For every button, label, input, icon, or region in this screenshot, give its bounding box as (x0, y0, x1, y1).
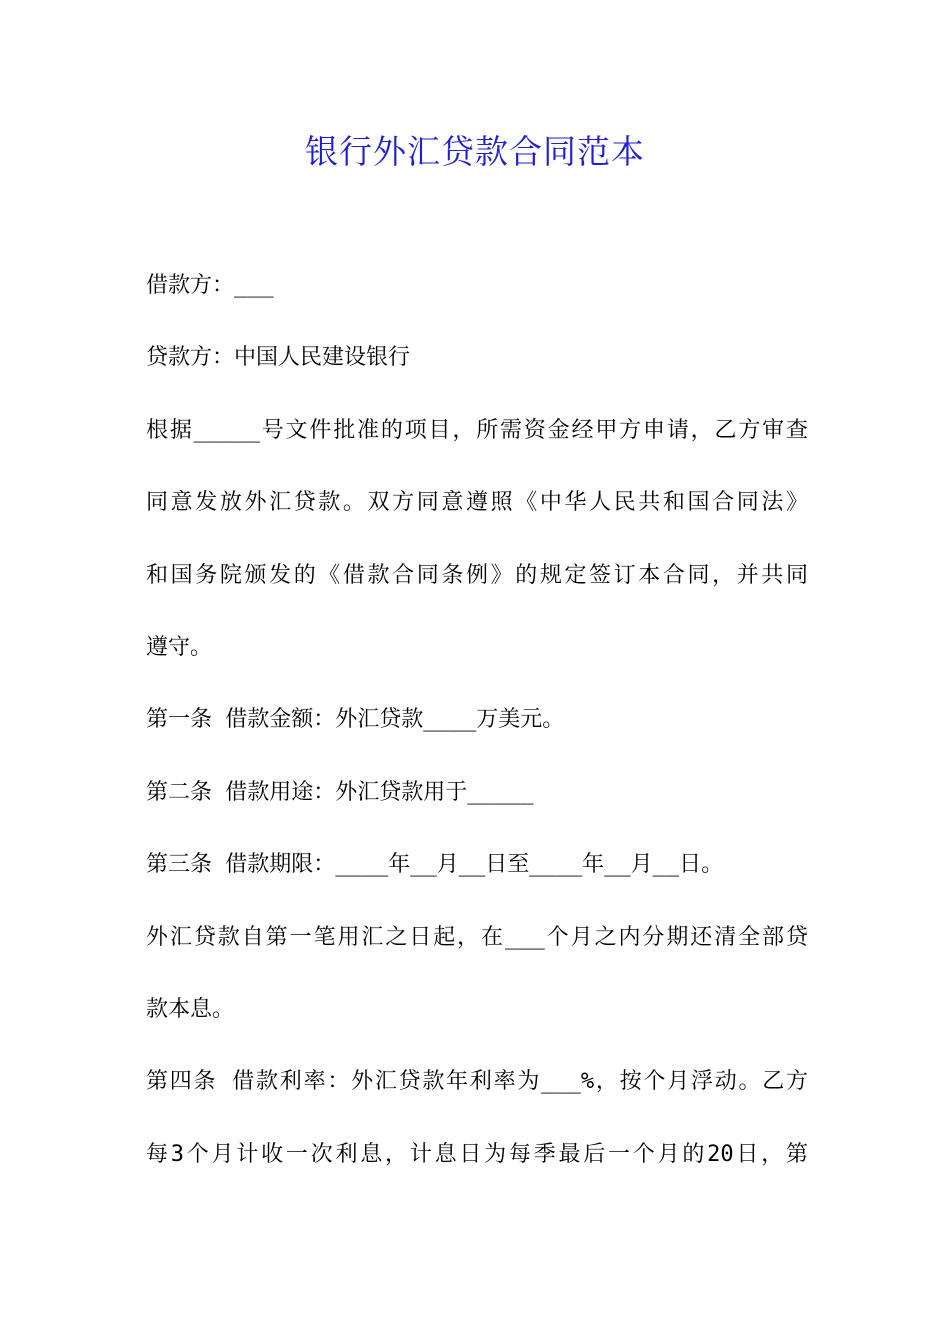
article-3-line: 第三条 借款期限：____年__月__日至____年__月__日。 (146, 852, 724, 878)
article-1-line: 第一条 借款金额：外汇贷款____万美元。 (146, 707, 565, 733)
borrower-line: 借款方：___ (146, 273, 274, 298)
preamble-line-4: 遵守。 (146, 634, 213, 660)
repayment-line-1: 外汇贷款自第一笔用汇之日起，在___个月之内分期还清全部贷 (146, 924, 808, 950)
document-body (146, 262, 808, 1179)
document-title: 银行外汇贷款合同范本 (305, 132, 645, 171)
repayment-line-2: 款本息。 (146, 996, 235, 1022)
article-2-line: 第二条 借款用途：外汇贷款用于_____ (146, 779, 534, 805)
preamble-line-3: 和国务院颁发的《借款合同条例》的规定签订本合同，并共同 (146, 562, 808, 588)
preamble-line-1: 根据_____号文件批准的项目，所需资金经甲方申请，乙方审查 (146, 417, 808, 443)
article-4-line-2: 每3个月计收一次利息，计息日为每季最后一个月的20日，第 (146, 1141, 808, 1167)
lender-line: 贷款方：中国人民建设银行 (146, 345, 411, 371)
article-4-line-1: 第四条 借款利率：外汇贷款年利率为___%，按个月浮动。乙方 (146, 1069, 808, 1095)
preamble-line-2: 同意发放外汇贷款。双方同意遵照《中华人民共和国合同法》 (146, 490, 808, 516)
